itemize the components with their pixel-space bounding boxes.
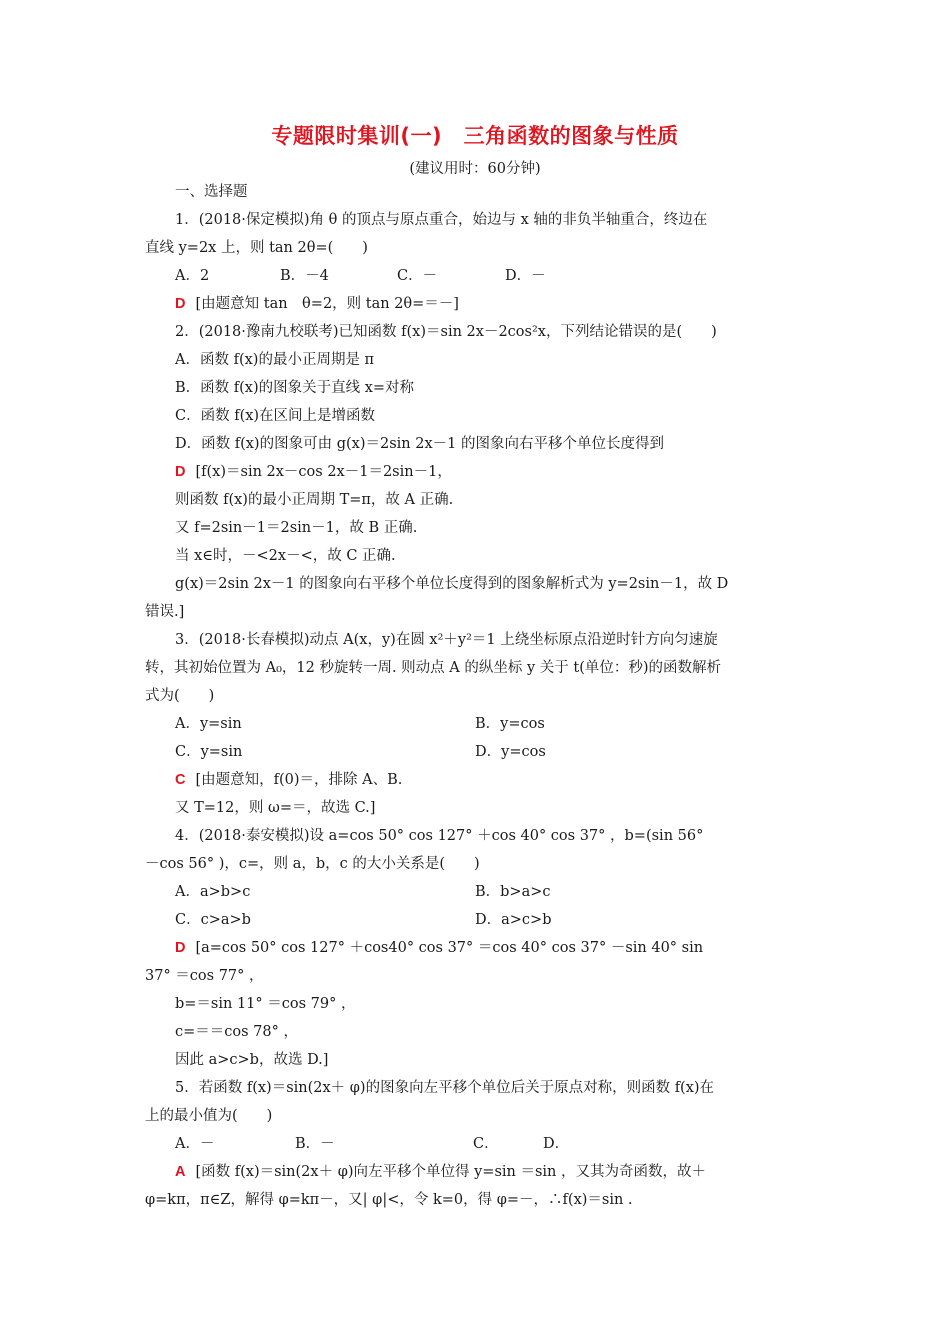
q1-option-b: B．－4 <box>280 268 329 284</box>
q2-option-b: B．函数 f(x)的图象关于直线 x=对称 <box>175 380 415 396</box>
q2-option-d: D．函数 f(x)的图象可由 g(x)＝2sin 2x－1 的图象向右平移个单位长度得到 <box>175 436 664 452</box>
q2-option-a: A．函数 f(x)的最小正周期是 π <box>175 352 375 368</box>
q2-solution-line6: 错误.] <box>145 604 185 620</box>
q3-stem-line3: 式为( ) <box>145 688 215 704</box>
q4-option-d: D．a>c>b <box>475 912 552 928</box>
q2-solution-line2: 则函数 f(x)的最小正周期 T=π，故 A 正确. <box>175 492 454 508</box>
q2-solution-text: [f(x)＝sin 2x－cos 2x－1＝2sin－1， <box>195 464 452 480</box>
q2-answer: D <box>175 464 186 480</box>
q1-options <box>145 262 810 290</box>
q4-solution-line4: c=＝＝cos 78° ， <box>175 1024 298 1040</box>
q5-solution-text: [函数 f(x)＝sin(2x＋ φ)向左平移个单位得 y=sin ＝sin ，又其为奇函数，故＋ <box>195 1164 707 1180</box>
q4-solution-line5: 因此 a>c>b，故选 D.] <box>175 1052 329 1068</box>
q2-stem: 2．(2018·豫南九校联考)已知函数 f(x)＝sin 2x－2cos²x，下列结论错误的是( ) <box>175 324 717 340</box>
q4-solution-line1 <box>145 934 810 962</box>
q3-solution-line1 <box>145 766 810 794</box>
q4-stem-line1: 4．(2018·泰安模拟)设 a=cos 50° cos 127° ＋cos 40° cos 37° ，b=(sin 56° <box>175 828 704 844</box>
q3-option-c: C．y=sin <box>175 744 243 760</box>
q3-solution-text: [由题意知，f(0)＝，排除 A、B. <box>195 772 403 788</box>
page-title: 专题限时集训(一) 三角函数的图象与性质 <box>271 124 679 148</box>
q2-option-c: C．函数 f(x)在区间上是增函数 <box>175 408 376 424</box>
q3-options-row2 <box>145 738 810 766</box>
q2-solution-line3: 又 f=2sin－1＝2sin－1，故 B 正确. <box>175 520 418 536</box>
q5-solution-line2: φ=kπ，π∈Z，解得 φ=kπ－，又| φ|<，令 k=0，得 φ=－，∴f(x)＝sin . <box>145 1192 633 1208</box>
q4-answer: D <box>175 940 186 956</box>
q3-option-b: B．y=cos <box>475 716 545 732</box>
q1-stem-line2: 直线 y=2x 上，则 tan 2θ=( ) <box>145 240 368 256</box>
q1-stem-line1: 1．(2018·保定模拟)角 θ 的顶点与原点重合，始边与 x 轴的非负半轴重合，终边在 <box>175 212 708 228</box>
q4-solution-line3: b=＝sin 11° ＝cos 79° ， <box>175 996 356 1012</box>
q3-solution-line2: 又 T=12，则 ω=＝，故选 C.] <box>175 800 376 816</box>
q5-option-d: D． <box>543 1136 570 1152</box>
q2-solution-line1 <box>145 458 810 486</box>
q4-option-a: A．a>b>c <box>175 884 251 900</box>
q5-solution-line1 <box>145 1158 810 1186</box>
q5-stem-line2: 上的最小值为( ) <box>145 1108 273 1124</box>
time-suggestion: (建议用时：60分钟) <box>409 161 541 177</box>
q3-option-d: D．y=cos <box>475 744 546 760</box>
q4-solution-line2: 37° ＝cos 77° ， <box>145 968 264 984</box>
document-body <box>145 178 810 1214</box>
q3-stem-line2: 转，其初始位置为 A₀，12 秒旋转一周. 则动点 A 的纵坐标 y 关于 t(单位：秒)的函数解析 <box>145 660 722 676</box>
q3-option-a: A．y=sin <box>175 716 242 732</box>
q1-option-c: C．－ <box>397 268 438 284</box>
q4-options-row1 <box>145 878 810 906</box>
q3-stem-line1: 3．(2018·长春模拟)动点 A(x，y)在圆 x²＋y²＝1 上绕坐标原点沿逆时针方向匀速旋 <box>175 632 718 648</box>
q4-solution-text: [a=cos 50° cos 127° ＋cos40° cos 37° ＝cos 40° cos 37° －sin 40° sin <box>195 940 704 956</box>
q4-option-b: B．b>a>c <box>475 884 551 900</box>
q1-solution-text: [由题意知 tan θ=2，则 tan 2θ=＝－] <box>195 296 459 312</box>
q3-answer: C <box>175 772 186 788</box>
q3-options-row1 <box>145 710 810 738</box>
q5-stem-line1: 5．若函数 f(x)＝sin(2x＋ φ)的图象向左平移个单位后关于原点对称，则函数 f(x)在 <box>175 1080 715 1096</box>
q1-answer: D <box>175 296 186 312</box>
q5-answer: A <box>175 1164 186 1180</box>
q1-solution <box>145 290 810 318</box>
q2-solution-line5: g(x)＝2sin 2x－1 的图象向右平移个单位长度得到的图象解析式为 y=2sin－1，故 D <box>175 576 729 592</box>
q1-option-d: D．－ <box>505 268 546 284</box>
q4-option-c: C．c>a>b <box>175 912 251 928</box>
q5-options <box>145 1130 810 1158</box>
q1-option-a: A．2 <box>175 268 210 284</box>
q5-option-a: A．－ <box>175 1136 215 1152</box>
q2-solution-line4: 当 x∈时，－<2x－<，故 C 正确. <box>175 548 396 564</box>
q4-options-row2 <box>145 906 810 934</box>
q4-stem-line2: －cos 56° )，c=，则 a，b，c 的大小关系是( ) <box>145 856 480 872</box>
section-heading: 一、选择题 <box>175 184 248 200</box>
q5-option-c: C． <box>473 1136 499 1152</box>
q5-option-b: B．－ <box>295 1136 335 1152</box>
